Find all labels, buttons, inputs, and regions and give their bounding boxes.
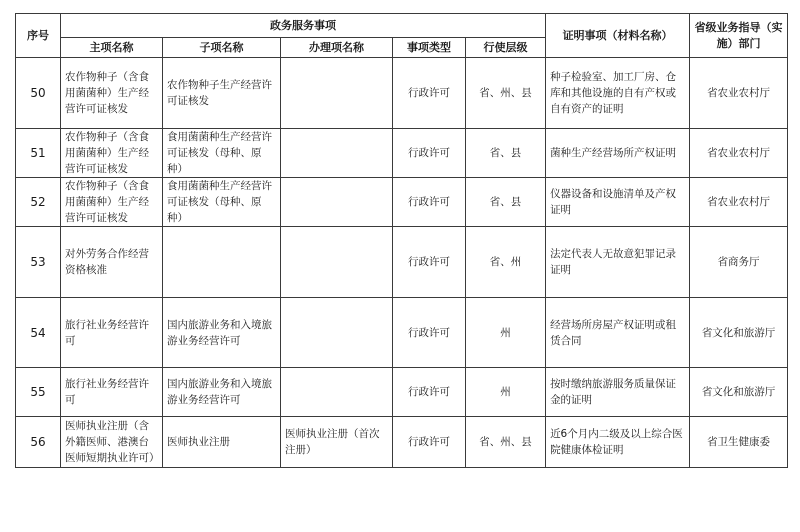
header-dept: 省级业务指导（实施）部门 (690, 14, 788, 58)
cell-item-type: 行政许可 (393, 227, 466, 298)
cell-dept: 省农业农村厅 (690, 58, 788, 129)
cell-handling-item (281, 227, 393, 298)
table-row (16, 178, 788, 227)
cell-sub-item: 农作物种子生产经营许可证核发 (163, 58, 281, 129)
cell-seq: 54 (16, 298, 61, 368)
cell-seq: 51 (16, 129, 61, 178)
cell-main-item: 对外劳务合作经营资格核准 (61, 227, 163, 298)
cell-exercise-level: 州 (466, 368, 546, 417)
table-row (16, 417, 788, 468)
cell-dept: 省文化和旅游厅 (690, 298, 788, 368)
cell-handling-item (281, 58, 393, 129)
header-exercise-level: 行使层级 (466, 38, 546, 58)
table-body (16, 58, 788, 468)
table-row (16, 368, 788, 417)
cell-main-item: 农作物种子（含食用菌菌种）生产经营许可证核发 (61, 58, 163, 129)
table-row (16, 227, 788, 298)
cell-sub-item: 医师执业注册 (163, 417, 281, 468)
cell-exercise-level: 省、县 (466, 129, 546, 178)
table-header (16, 14, 788, 58)
cell-sub-item: 国内旅游业务和入境旅游业务经营许可 (163, 298, 281, 368)
cell-sub-item: 食用菌菌种生产经营许可证核发（母种、原种） (163, 178, 281, 227)
service-items-table (15, 13, 788, 468)
cell-seq: 56 (16, 417, 61, 468)
cell-handling-item (281, 298, 393, 368)
header-service-items-group: 政务服务事项 (61, 14, 546, 38)
cell-sub-item: 国内旅游业务和入境旅游业务经营许可 (163, 368, 281, 417)
cell-exercise-level: 省、县 (466, 178, 546, 227)
cell-main-item: 旅行社业务经营许可 (61, 368, 163, 417)
cell-sub-item (163, 227, 281, 298)
cell-handling-item (281, 129, 393, 178)
cell-proof: 仪器设备和设施清单及产权证明 (546, 178, 690, 227)
cell-main-item: 旅行社业务经营许可 (61, 298, 163, 368)
cell-sub-item: 食用菌菌种生产经营许可证核发（母种、原种） (163, 129, 281, 178)
cell-item-type: 行政许可 (393, 368, 466, 417)
cell-dept: 省农业农村厅 (690, 129, 788, 178)
header-row-1 (16, 14, 788, 38)
cell-item-type: 行政许可 (393, 417, 466, 468)
cell-handling-item: 医师执业注册（首次注册） (281, 417, 393, 468)
header-handling-item: 办理项名称 (281, 38, 393, 58)
header-main-item: 主项名称 (61, 38, 163, 58)
cell-seq: 53 (16, 227, 61, 298)
cell-item-type: 行政许可 (393, 178, 466, 227)
cell-main-item: 农作物种子（含食用菌菌种）生产经营许可证核发 (61, 178, 163, 227)
cell-proof: 经营场所房屋产权证明或租赁合同 (546, 298, 690, 368)
cell-dept: 省农业农村厅 (690, 178, 788, 227)
cell-exercise-level: 省、州、县 (466, 58, 546, 129)
cell-main-item: 农作物种子（含食用菌菌种）生产经营许可证核发 (61, 129, 163, 178)
cell-dept: 省卫生健康委 (690, 417, 788, 468)
cell-exercise-level: 省、州、县 (466, 417, 546, 468)
cell-handling-item (281, 368, 393, 417)
cell-main-item: 医师执业注册（含外籍医师、港澳台医师短期执业许可） (61, 417, 163, 468)
cell-exercise-level: 省、州 (466, 227, 546, 298)
cell-dept: 省商务厅 (690, 227, 788, 298)
cell-exercise-level: 州 (466, 298, 546, 368)
cell-handling-item (281, 178, 393, 227)
cell-item-type: 行政许可 (393, 298, 466, 368)
table-row (16, 129, 788, 178)
table-row (16, 298, 788, 368)
header-proof: 证明事项（材料名称） (546, 14, 690, 58)
header-seq: 序号 (16, 14, 61, 58)
cell-proof: 法定代表人无故意犯罪记录证明 (546, 227, 690, 298)
cell-seq: 50 (16, 58, 61, 129)
cell-proof: 种子检验室、加工厂房、仓库和其他设施的自有产权或自有资产的证明 (546, 58, 690, 129)
header-item-type: 事项类型 (393, 38, 466, 58)
header-sub-item: 子项名称 (163, 38, 281, 58)
cell-proof: 菌种生产经营场所产权证明 (546, 129, 690, 178)
cell-item-type: 行政许可 (393, 129, 466, 178)
cell-proof: 按时缴纳旅游服务质量保证金的证明 (546, 368, 690, 417)
cell-seq: 52 (16, 178, 61, 227)
cell-dept: 省文化和旅游厅 (690, 368, 788, 417)
cell-seq: 55 (16, 368, 61, 417)
table-row (16, 58, 788, 129)
cell-proof: 近6个月内二级及以上综合医院健康体检证明 (546, 417, 690, 468)
cell-item-type: 行政许可 (393, 58, 466, 129)
